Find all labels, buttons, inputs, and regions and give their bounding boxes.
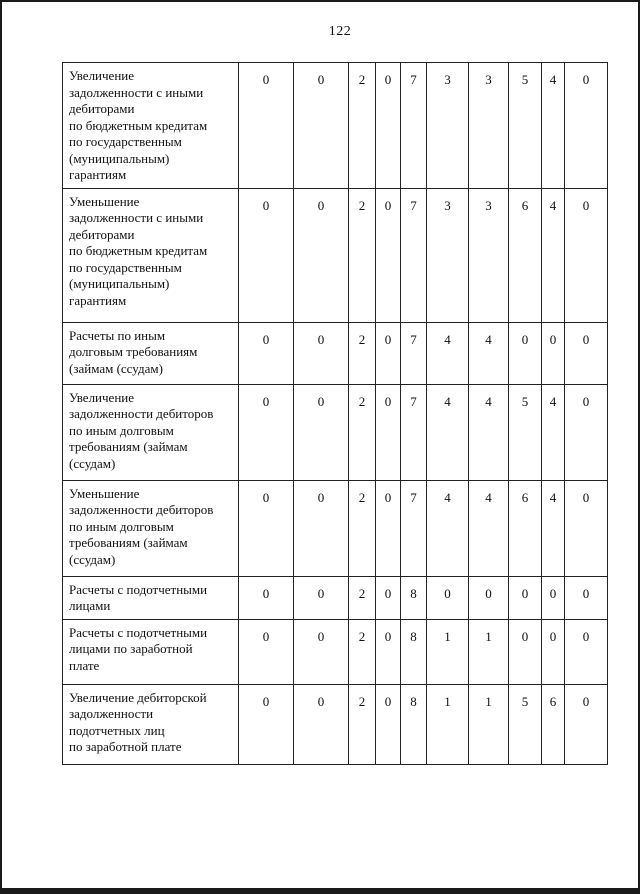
account-name-cell (63, 480, 239, 576)
account-name-line: Уменьшение (69, 193, 140, 209)
account-name-line: задолженности (69, 706, 154, 721)
account-name-line: по иным долговым (69, 422, 174, 438)
code-digit-cell: 1 (427, 619, 469, 684)
account-name-line: лицами по заработной (69, 641, 193, 656)
code-digit-cell: 7 (401, 63, 427, 189)
account-name-line: дебиторами (69, 101, 135, 116)
code-digit-cell: 8 (401, 576, 427, 619)
account-name-line: (муниципальным) (69, 276, 170, 291)
code-digit-cell: 7 (401, 188, 427, 322)
table-row (63, 684, 608, 764)
account-name-line: задолженности с иными (69, 84, 204, 100)
code-digit-cell: 4 (542, 480, 565, 576)
account-name-line: Увеличение (69, 68, 135, 83)
code-digit-cell: 0 (565, 384, 608, 480)
code-digit-cell: 2 (349, 63, 376, 189)
table-row (63, 384, 608, 480)
code-digit-cell: 0 (565, 480, 608, 576)
code-digit-cell: 0 (294, 619, 349, 684)
account-name-line: лицами (69, 598, 111, 613)
code-digit-cell: 0 (565, 322, 608, 384)
code-digit-cell: 8 (401, 684, 427, 764)
table-body (63, 63, 608, 765)
code-digit-cell: 0 (294, 480, 349, 576)
code-digit-cell: 0 (239, 480, 294, 576)
code-digit-cell: 2 (349, 188, 376, 322)
account-name-line: Расчеты с подотчетными (69, 581, 208, 597)
code-digit-cell: 0 (509, 619, 542, 684)
code-digit-cell: 0 (565, 188, 608, 322)
code-digit-cell: 0 (376, 322, 401, 384)
code-digit-cell: 0 (565, 63, 608, 189)
account-name-line: по государственным (69, 259, 182, 275)
account-name-line: задолженности дебиторов (69, 406, 214, 421)
account-name-line: Расчеты с подотчетными (69, 624, 208, 640)
code-digit-cell: 0 (427, 576, 469, 619)
code-digit-cell: 0 (542, 576, 565, 619)
code-digit-cell: 0 (376, 384, 401, 480)
code-digit-cell: 0 (565, 619, 608, 684)
account-name-cell (63, 684, 239, 764)
table-row (63, 188, 608, 322)
account-name-line: по бюджетным кредитам (69, 243, 208, 258)
code-digit-cell: 0 (294, 684, 349, 764)
code-digit-cell: 0 (239, 576, 294, 619)
account-name-line: по государственным (69, 134, 182, 149)
account-name-line: долговым требованиям (69, 344, 198, 359)
code-digit-cell: 4 (542, 188, 565, 322)
account-name-line: по бюджетным кредитам (69, 117, 208, 133)
code-digit-cell: 8 (401, 619, 427, 684)
code-digit-cell: 0 (509, 576, 542, 619)
account-name-line: Увеличение дебиторской (69, 689, 207, 705)
code-digit-cell: 0 (509, 322, 542, 384)
code-digit-cell: 3 (469, 63, 509, 189)
code-digit-cell: 4 (469, 322, 509, 384)
code-digit-cell: 6 (509, 480, 542, 576)
account-name-line: плате (69, 657, 100, 673)
code-digit-cell: 0 (294, 576, 349, 619)
account-name-line: (займам (ссудам) (69, 360, 163, 376)
table-row (63, 576, 608, 619)
code-digit-cell: 0 (294, 188, 349, 322)
code-digit-cell: 0 (239, 322, 294, 384)
account-name-line: гарантиям (69, 167, 127, 182)
account-name-line: (ссудам) (69, 551, 116, 567)
code-digit-cell: 2 (349, 619, 376, 684)
code-digit-cell: 2 (349, 480, 376, 576)
code-digit-cell: 0 (376, 684, 401, 764)
code-digit-cell: 0 (469, 576, 509, 619)
code-digit-cell: 0 (239, 684, 294, 764)
account-name-line: по заработной плате (69, 739, 182, 754)
code-digit-cell: 3 (469, 188, 509, 322)
code-digit-cell: 2 (349, 684, 376, 764)
code-digit-cell: 7 (401, 480, 427, 576)
code-digit-cell: 4 (469, 480, 509, 576)
code-digit-cell: 4 (542, 384, 565, 480)
account-name-line: Уменьшение (69, 485, 140, 501)
account-name-line: требованиям (займам (69, 535, 188, 550)
page-number: 122 (328, 24, 352, 39)
account-name-cell (63, 63, 239, 189)
code-digit-cell: 1 (469, 619, 509, 684)
account-name-cell (63, 188, 239, 322)
account-name-line: Увеличение (69, 389, 135, 405)
code-digit-cell: 3 (427, 63, 469, 189)
code-digit-cell: 4 (427, 480, 469, 576)
table-row (63, 63, 608, 189)
account-name-cell (63, 619, 239, 684)
code-digit-cell: 0 (376, 63, 401, 189)
code-digit-cell: 0 (376, 576, 401, 619)
code-digit-cell: 0 (565, 576, 608, 619)
code-digit-cell: 7 (401, 384, 427, 480)
code-digit-cell: 2 (349, 384, 376, 480)
code-digit-cell: 0 (239, 619, 294, 684)
code-digit-cell: 0 (239, 188, 294, 322)
code-digit-cell: 4 (469, 384, 509, 480)
code-digit-cell: 2 (349, 322, 376, 384)
code-digit-cell: 1 (427, 684, 469, 764)
account-name-cell (63, 384, 239, 480)
code-digit-cell: 0 (376, 619, 401, 684)
code-digit-cell: 1 (469, 684, 509, 764)
code-digit-cell: 5 (509, 684, 542, 764)
account-name-line: гарантиям (69, 292, 127, 308)
account-name-line: задолженности с иными (69, 210, 204, 225)
account-name-line: дебиторами (69, 226, 135, 242)
code-digit-cell: 7 (401, 322, 427, 384)
account-name-line: подотчетных лиц (69, 722, 165, 738)
table-row (63, 619, 608, 684)
account-codes-table (62, 62, 608, 765)
account-name-cell (63, 322, 239, 384)
code-digit-cell: 3 (427, 188, 469, 322)
code-digit-cell: 0 (294, 63, 349, 189)
code-digit-cell: 0 (239, 63, 294, 189)
table-row (63, 480, 608, 576)
code-digit-cell: 2 (349, 576, 376, 619)
code-digit-cell: 5 (509, 384, 542, 480)
code-digit-cell: 6 (542, 684, 565, 764)
code-digit-cell: 4 (427, 384, 469, 480)
code-digit-cell: 6 (509, 188, 542, 322)
account-name-line: (муниципальным) (69, 150, 170, 166)
code-digit-cell: 4 (427, 322, 469, 384)
table-row (63, 322, 608, 384)
code-digit-cell: 5 (509, 63, 542, 189)
code-digit-cell: 0 (294, 384, 349, 480)
code-digit-cell: 0 (542, 322, 565, 384)
account-name-line: требованиям (займам (69, 439, 188, 454)
account-name-line: задолженности дебиторов (69, 502, 214, 517)
account-name-line: (ссудам) (69, 455, 116, 471)
account-name-line: по иным долговым (69, 518, 174, 534)
code-digit-cell: 4 (542, 63, 565, 189)
code-digit-cell: 0 (239, 384, 294, 480)
account-name-line: Расчеты по иным (69, 327, 166, 343)
code-digit-cell: 0 (294, 322, 349, 384)
code-digit-cell: 0 (542, 619, 565, 684)
code-digit-cell: 0 (376, 188, 401, 322)
account-name-cell (63, 576, 239, 619)
code-digit-cell: 0 (376, 480, 401, 576)
code-digit-cell: 0 (565, 684, 608, 764)
